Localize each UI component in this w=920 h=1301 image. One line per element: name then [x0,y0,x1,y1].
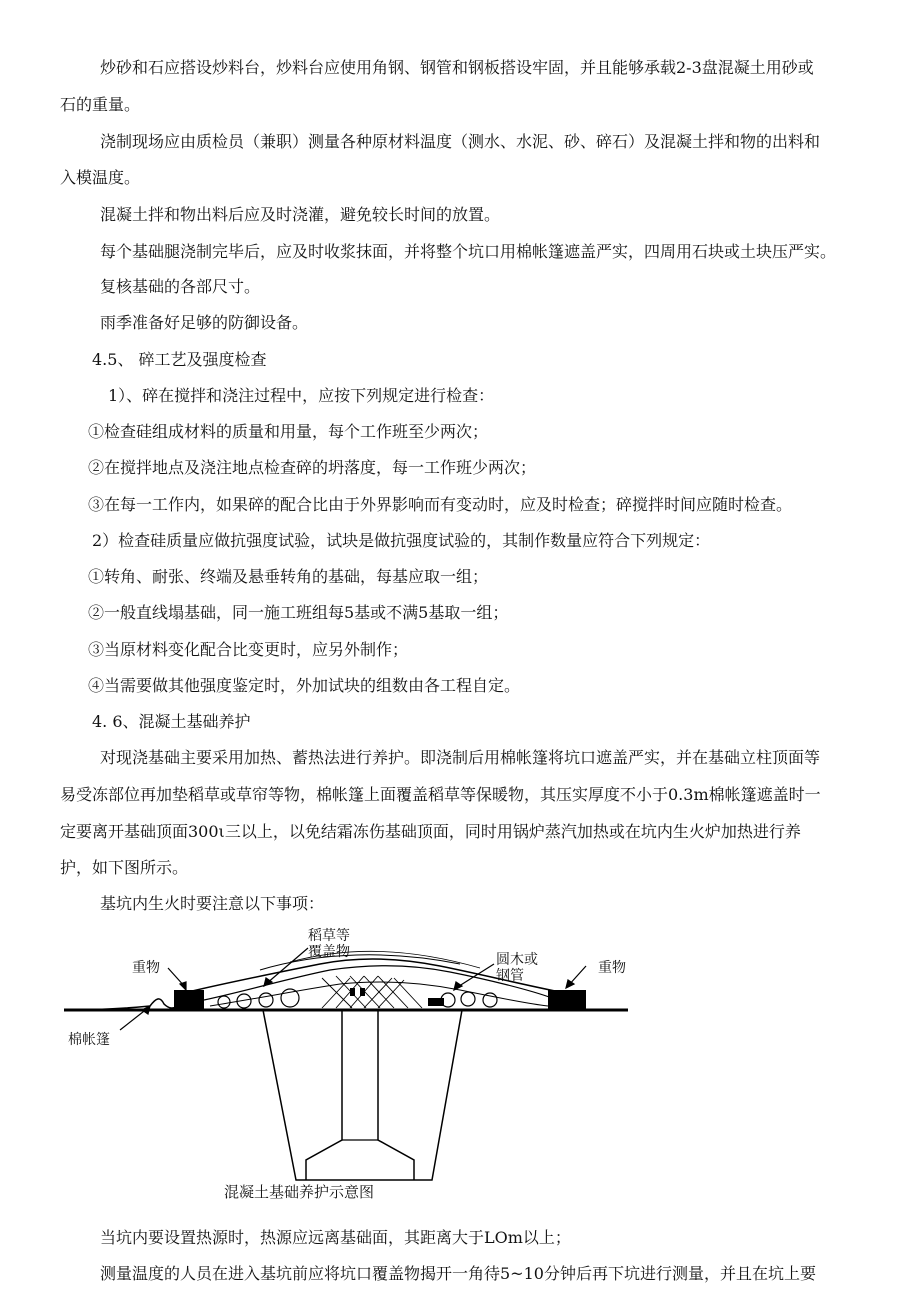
line-p7-4: 护，如下图所示。 [60,858,189,877]
heading-4-5: 4.5、 碎工艺及强度检查 [92,350,267,369]
small-block [428,998,444,1006]
curing-diagram [60,912,640,1212]
line-p6: 雨季准备好足够的防御设备。 [100,313,309,332]
line-p4: 每个基础腿浇制完毕后，应及时收浆抹面，并将整个坑口用棉帐篷遮盖严实，四周用石块或土块压严实。 [100,242,837,261]
figure-caption: 混凝土基础养护示意图 [224,1183,375,1201]
line-s1-a: ①检查硅组成材料的质量和用量，每个工作班至少两次； [88,422,489,441]
label-log-2: 钢管 [496,968,524,984]
line-p10: 测量温度的人员在进入基坑前应将坑口覆盖物揭开一角待5~10分钟后再下坑进行测量，并且在坑上要 [100,1264,816,1283]
line-s2-b: ②一般直线塌基础，同一施工班组每5基或不满5基取一组； [88,603,509,622]
tent-edge-left [64,999,180,1010]
line-p1-2: 石的重量。 [60,95,141,114]
line-p7-2: 易受冻部位再加垫稻草或草帘等物，棉帐篷上面覆盖稻草等保暖物，其压实厚度不小于0.3m棉帐篷遮盖时一 [60,785,821,804]
line-p7-3: 定要离开基础顶面300ι三以上，以免结霜冻伤基础顶面，同时用锅炉蒸汽加热或在坑内生火炉加热进行养 [60,822,801,841]
column-right [378,1010,414,1180]
line-p2-1: 浇制现场应由质检员（兼职）测量各种原材料温度（测水、水泥、砂、碎石）及混凝土拌和物的出料和 [100,132,821,151]
label-log-1: 圆木或 [496,952,538,968]
label-straw-1: 稻草等 [308,928,350,944]
straw-hatch [322,976,422,1008]
line-p7-1: 对现浇基础主要采用加热、蓄热法进行养护。即浇制后用棉帐篷将坑口遮盖严实，并在基础立柱顶面等 [100,748,821,767]
label-straw-2: 覆盖物 [308,944,350,960]
line-p1-1: 炒砂和石应搭设炒料台，炒料台应使用角钢、钢管和钢板搭设牢固，并且能够承载2-3盘混凝土用砂或 [100,58,814,77]
line-p8: 基坑内生火时要注意以下事项： [100,894,325,913]
heading-4-6: 4. 6、混凝土基础养护 [92,712,251,731]
line-s2-a: ①转角、耐张、终端及悬垂转角的基础，每基应取一组； [88,567,489,586]
line-s2: 2）检查硅质量应做抗强度试验，试块是做抗强度试验的，其制作数量应符合下列规定： [92,531,711,550]
line-p9: 当坑内要设置热源时，热源应远离基础面，其距离大于LOm以上； [100,1228,571,1247]
pit-outline [263,1010,462,1180]
line-s1: 1）、碎在搅拌和浇注过程中，应按下列规定进行检查： [108,386,495,405]
line-s2-d: ④当需要做其他强度鉴定时，外加试块的组数由各工程自定。 [88,676,521,695]
line-s1-b: ②在搅拌地点及浇注地点检查碎的坍落度，每一工作班少两次； [88,458,537,477]
line-p3: 混凝土拌和物出料后应及时浇灌，避免较长时间的放置。 [100,205,501,224]
label-tent: 棉帐篷 [68,1032,110,1048]
label-weight-right: 重物 [598,960,626,976]
label-weight-left: 重物 [132,960,160,976]
line-s1-c: ③在每一工作内，如果碎的配合比由于外界影响而有变动时，应及时检查；碎搅拌时间应随时检查。 [88,495,793,514]
line-s2-c: ③当原材料变化配合比变更时，应另外制作； [88,640,409,659]
line-p2-2: 入模温度。 [60,168,141,187]
weight-block-right [548,990,586,1010]
line-p5: 复核基础的各部尺寸。 [100,277,261,296]
column-left [306,1010,342,1180]
